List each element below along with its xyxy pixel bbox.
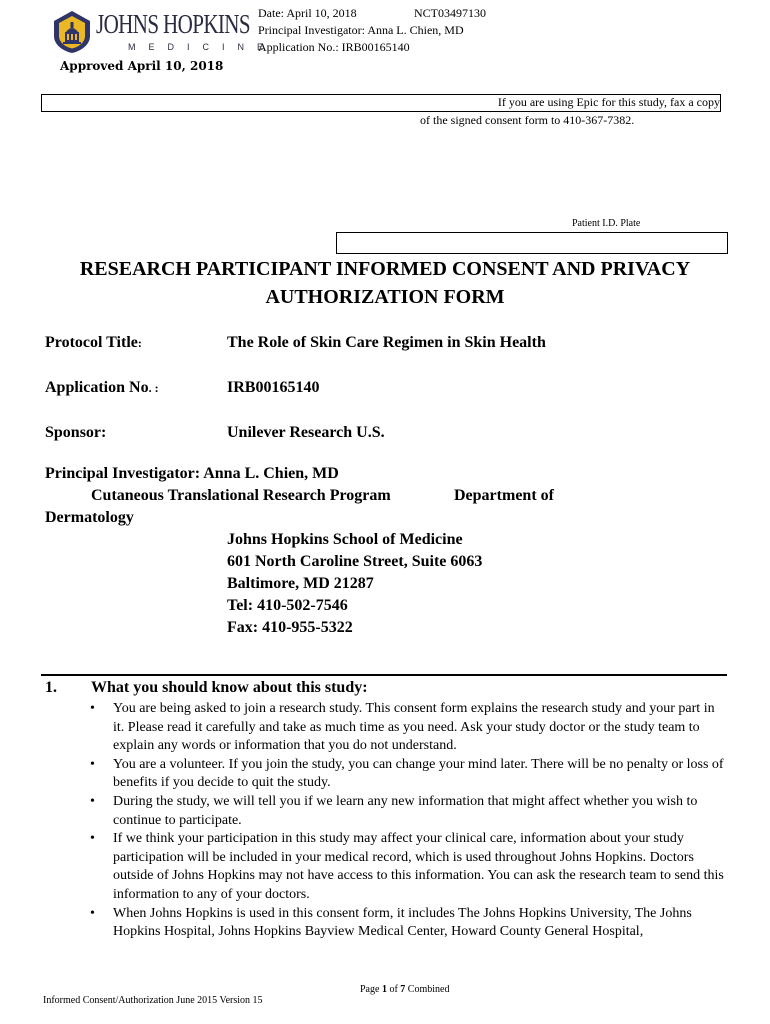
application-number-value: IRB00165140 bbox=[227, 379, 320, 396]
principal-investigator: Principal Investigator: Anna L. Chien, MD bbox=[45, 465, 339, 482]
footer-version: Informed Consent/Authorization June 2015 Version 15 bbox=[43, 995, 263, 1006]
telephone: Tel: 410-502-7546 bbox=[227, 597, 348, 614]
department-line-1: Department of bbox=[454, 487, 554, 504]
page-number: Page 1 of 7 Combined bbox=[360, 984, 450, 995]
bullet-item: • You are a volunteer. If you join the study, you can change your mind later. There will be no penalty or loss of benefits if you decide to quit the study. bbox=[90, 756, 726, 793]
bullet-item: • When Johns Hopkins is used in this consent form, it includes The Johns Hopkins University, The Johns Hopkins Hospital, Johns Hopkins Bayview Medical Center, Howard County General Hospital, bbox=[90, 905, 726, 942]
header-nct-number: NCT03497130 bbox=[414, 6, 486, 20]
patient-id-plate-field[interactable] bbox=[336, 232, 728, 254]
sponsor-label: Sponsor: bbox=[45, 424, 107, 441]
bullet-item: • You are being asked to join a research study. This consent form explains the research study and your part in it. Please read it carefully and take as much time as you need. Ask your study doctor or the study team to explain any words or information that you do not understand. bbox=[90, 700, 726, 756]
bullet-item: • If we think your participation in this study may affect your clinical care, information about your study participation will be included in your medical record, which is used throughout Johns Hopkins. Doctors outside of Johns Hopkins may not have access to this information. You can ask the research team to send this information to any of your doctors. bbox=[90, 830, 726, 904]
approval-stamp: Approved April 10, 2018 bbox=[60, 59, 224, 73]
epic-notice-line-2: of the signed consent form to 410-367-7382. bbox=[420, 113, 635, 127]
address-line: Baltimore, MD 21287 bbox=[227, 575, 374, 592]
protocol-title-label: Protocol Title: bbox=[45, 334, 142, 351]
johns-hopkins-shield-icon bbox=[52, 10, 92, 54]
fax: Fax: 410-955-5322 bbox=[227, 619, 353, 636]
sponsor-value: Unilever Research U.S. bbox=[227, 424, 385, 441]
address-line: 601 North Caroline Street, Suite 6063 bbox=[227, 553, 483, 570]
patient-id-plate-label: Patient I.D. Plate bbox=[572, 218, 641, 229]
header-principal-investigator: Principal Investigator: Anna L. Chien, MD bbox=[258, 23, 464, 37]
form-title: RESEARCH PARTICIPANT INFORMED CONSENT AND PRIVACY AUTHORIZATION FORM bbox=[79, 258, 691, 308]
protocol-title-value: The Role of Skin Care Regimen in Skin Health bbox=[227, 334, 546, 351]
research-program: Cutaneous Translational Research Program bbox=[91, 487, 391, 504]
section-bullet-list bbox=[90, 700, 726, 942]
section-divider bbox=[41, 674, 727, 676]
bullet-item: • During the study, we will tell you if we learn any new information that might affect whether you wish to continue to participate. bbox=[90, 793, 726, 830]
application-number-label: Application No. : bbox=[45, 379, 159, 396]
section-title: What you should know about this study: bbox=[91, 679, 368, 696]
department-line-2: Dermatology bbox=[45, 509, 134, 526]
logo-wordmark: JOHNS HOPKINS bbox=[96, 9, 250, 39]
logo-subtitle: MEDICINE bbox=[128, 42, 277, 52]
address-line: Johns Hopkins School of Medicine bbox=[227, 531, 463, 548]
header-date: Date: April 10, 2018 bbox=[258, 6, 357, 20]
section-number: 1. bbox=[45, 679, 57, 696]
epic-notice-line-1: If you are using Epic for this study, fax a copy bbox=[497, 95, 720, 109]
header-application-number: Application No.: IRB00165140 bbox=[258, 40, 410, 54]
